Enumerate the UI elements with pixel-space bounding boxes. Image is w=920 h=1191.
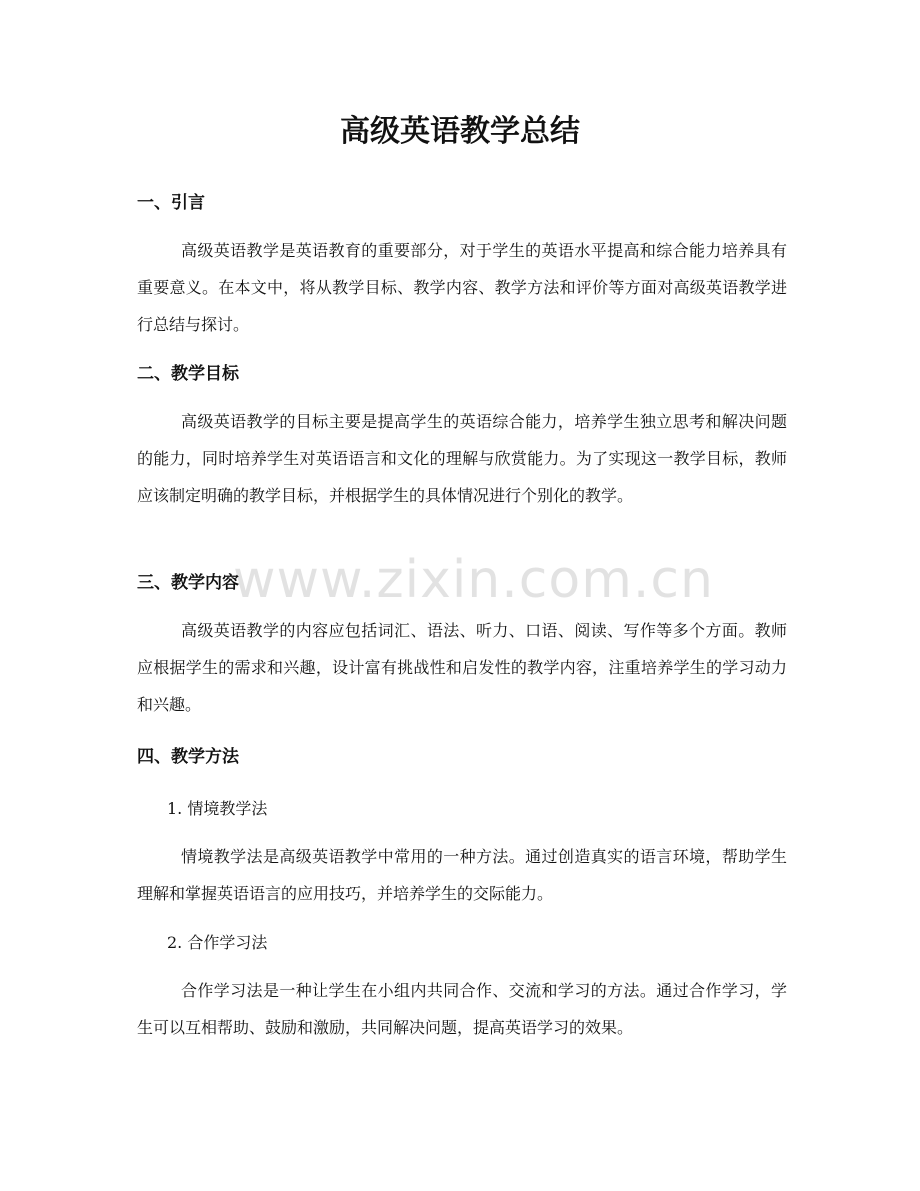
section-heading-goals: 二、教学目标 [137,364,239,384]
section-paragraph-intro: 高级英语教学是英语教育的重要部分，对于学生的英语水平提高和综合能力培养具有重要意义。在本文中，将从教学目标、教学内容、教学方法和评价等方面对高级英语教学进行总结与探讨。 [137,241,787,334]
method-item-paragraph: 合作学习法是一种让学生在小组内共同合作、交流和学习的方法。通过合作学习，学生可以互相帮助、鼓励和激励，共同解决问题，提高英语学习的效果。 [137,981,787,1037]
method-item-label: 2. 合作学习法 [167,933,268,952]
section-heading-content: 三、教学内容 [137,573,239,593]
watermark-text: www.zixin.com.cn [233,550,714,610]
method-item-label: 1. 情境教学法 [167,799,268,818]
method-item-paragraph: 情境教学法是高级英语教学中常用的一种方法。通过创造真实的语言环境，帮助学生理解和掌握英语语言的应用技巧，并培养学生的交际能力。 [137,847,787,903]
section-heading-intro: 一、引言 [137,193,205,213]
document-title: 高级英语教学总结 [340,114,580,149]
section-heading-methods: 四、教学方法 [137,747,239,767]
section-paragraph-content: 高级英语教学的内容应包括词汇、语法、听力、口语、阅读、写作等多个方面。教师应根据学生的需求和兴趣，设计富有挑战性和启发性的教学内容，注重培养学生的学习动力和兴趣。 [137,621,787,714]
section-paragraph-goals: 高级英语教学的目标主要是提高学生的英语综合能力，培养学生独立思考和解决问题的能力，同时培养学生对英语语言和文化的理解与欣赏能力。为了实现这一教学目标，教师应该制定明确的教学目标，并根据学生的具体情况进行个别化的教学。 [137,412,787,505]
